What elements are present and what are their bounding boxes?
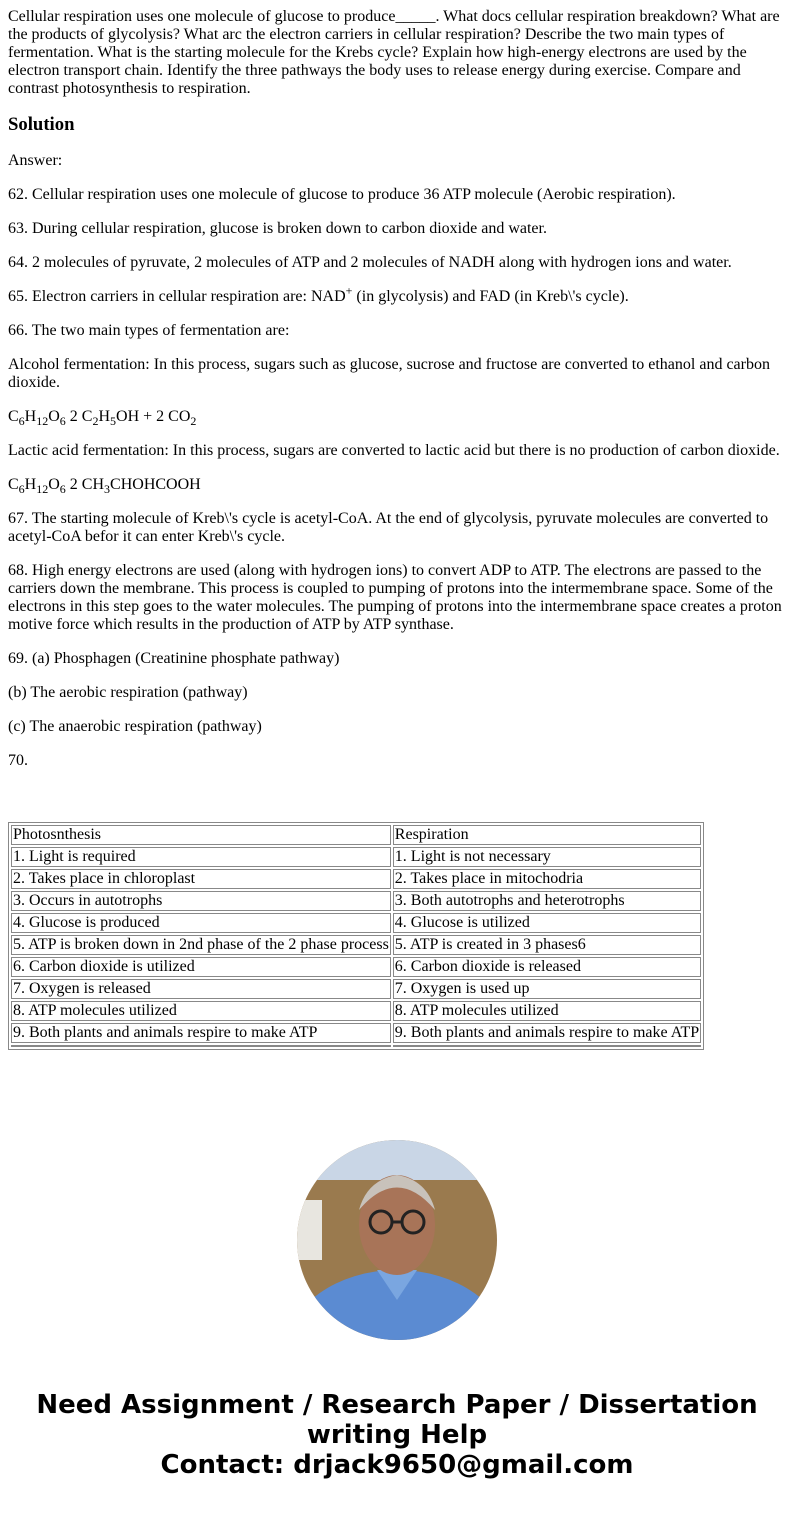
lactic-fermentation: Lactic acid fermentation: In this process, sugars are converted to lactic acid but there is no production of carbon dioxide. (8, 442, 780, 459)
contact-banner (8, 1390, 786, 1480)
alcohol-fermentation: Alcohol fermentation: In this process, sugars such as glucose, sucrose and fructose are converted to ethanol and carbon dioxide. (8, 356, 770, 391)
f: 12 (36, 482, 49, 497)
table-row (11, 869, 701, 889)
table-row (11, 979, 701, 999)
table-row (11, 1001, 701, 1021)
f: C (8, 408, 19, 425)
cta-line-2: Contact: drjack9650@gmail.com (160, 1450, 634, 1480)
table-row (11, 1045, 701, 1047)
photosynthesis-cell: 2. Takes place in chloroplast (11, 869, 391, 889)
f: 5 (110, 414, 117, 429)
respiration-cell: 7. Oxygen is used up (393, 979, 701, 999)
photosynthesis-cell: 8. ATP molecules utilized (11, 1001, 391, 1021)
photosynthesis-cell: 5. ATP is broken down in 2nd phase of the 2 phase process (13, 936, 389, 953)
respiration-cell: 6. Carbon dioxide is released (393, 957, 701, 977)
f: 2 (190, 414, 197, 429)
answer-69a: 69. (a) Phosphagen (Creatinine phosphate pathway) (8, 650, 340, 667)
answer-65 (8, 283, 786, 306)
photosynthesis-cell: 3. Occurs in autotrophs (11, 891, 391, 911)
f: 6 (59, 414, 66, 429)
table-row (11, 1023, 701, 1043)
f: 6 (59, 482, 66, 497)
f: H (24, 476, 37, 493)
photosynthesis-cell: 4. Glucose is produced (11, 913, 391, 933)
comparison-table (8, 822, 704, 1050)
solution-heading: Solution (8, 114, 75, 135)
f: O (48, 476, 60, 493)
answer-66: 66. The two main types of fermentation are: (8, 322, 290, 339)
table-header-row (11, 825, 701, 845)
photosynthesis-cell: 7. Oxygen is released (11, 979, 391, 999)
answer-label: Answer: (8, 152, 63, 169)
table-row (11, 957, 701, 977)
answer-69b: (b) The aerobic respiration (pathway) (8, 684, 248, 701)
f: 6 (18, 414, 25, 429)
f: 6 (18, 482, 25, 497)
f: 2 C (65, 408, 93, 425)
respiration-cell: 8. ATP molecules utilized (393, 1001, 701, 1021)
respiration-cell: 5. ATP is created in 3 phases6 (393, 935, 701, 955)
answer-64: 64. 2 molecules of pyruvate, 2 molecules of ATP and 2 molecules of NADH along with hydrogen ions and water. (8, 254, 732, 271)
f: H (24, 408, 37, 425)
answer-65-sup: + (345, 283, 353, 298)
respiration-cell: 9. Both plants and animals respire to make ATP (394, 1024, 700, 1041)
f: OH + 2 CO (116, 408, 191, 425)
answer-65-post: (in glycolysis) and FAD (in Kreb\'s cycle). (352, 288, 629, 305)
f: 2 (92, 414, 99, 429)
f: C (8, 476, 19, 493)
cta-line-1: Need Assignment / Research Paper / Dissertation writing Help (36, 1390, 758, 1450)
f: O (48, 408, 60, 425)
photosynthesis-cell: 6. Carbon dioxide is utilized (11, 957, 391, 977)
f: 3 (104, 482, 111, 497)
formula-lactic (8, 476, 786, 497)
question-text: Cellular respiration uses one molecule of glucose to produce_____. What docs cellular respiration breakdown? What are the products of glycolysis? What arc the electron carriers in cellular respiration? Describe the two main types of fermentation. What is the starting molecule for the Krebs cycle? Explain how high-energy electrons are used by the electron transport chain. Identify the three pathways the body uses to release energy during exercise. Compare and contrast photosynthesis to respiration. (8, 8, 780, 97)
answer-69c: (c) The anaerobic respiration (pathway) (8, 718, 262, 735)
f: 12 (36, 414, 49, 429)
answer-62: 62. Cellular respiration uses one molecule of glucose to produce 36 ATP molecule (Aerobic respiration). (8, 186, 676, 203)
table-row (11, 913, 701, 933)
author-avatar (297, 1140, 497, 1340)
f: CHOHCOOH (110, 476, 201, 493)
respiration-cell: 3. Both autotrophs and heterotrophs (393, 891, 701, 911)
answer-67: 67. The starting molecule of Kreb\'s cycle is acetyl-CoA. At the end of glycolysis, pyruvate molecules are converted to acetyl-CoA befor it can enter Kreb\'s cycle. (8, 510, 769, 545)
respiration-cell: 1. Light is not necessary (393, 847, 701, 867)
f: H (98, 408, 111, 425)
respiration-cell: Respiration (393, 825, 701, 845)
table-row (11, 847, 701, 867)
respiration-cell: 4. Glucose is utilized (393, 913, 701, 933)
answer-68: 68. High energy electrons are used (along with hydrogen ions) to convert ADP to ATP. The electrons are passed to the carriers down the membrane. This process is coupled to pumping of protons into the intermembrane space. Some of the electrons in this step goes to the water molecules. The pumping of protons into the intermembrane space creates a proton motive force which results in the production of ATP by ATP synthase. (8, 562, 782, 633)
photosynthesis-cell: 1. Light is required (11, 847, 391, 867)
answer-65-pre: 65. Electron carriers in cellular respiration are: NAD (8, 288, 346, 305)
answer-70: 70. (8, 752, 28, 769)
respiration-cell: 2. Takes place in mitochodria (393, 869, 701, 889)
table-row (11, 935, 701, 955)
photosynthesis-cell: 9. Both plants and animals respire to make ATP (11, 1023, 391, 1043)
respiration-cell (393, 1045, 701, 1047)
answer-63: 63. During cellular respiration, glucose is broken down to carbon dioxide and water. (8, 220, 547, 237)
table-row (11, 891, 701, 911)
f: 2 CH (65, 476, 105, 493)
photosynthesis-cell: Photosnthesis (11, 825, 391, 845)
formula-alcohol (8, 408, 786, 429)
photosynthesis-cell (11, 1045, 391, 1047)
